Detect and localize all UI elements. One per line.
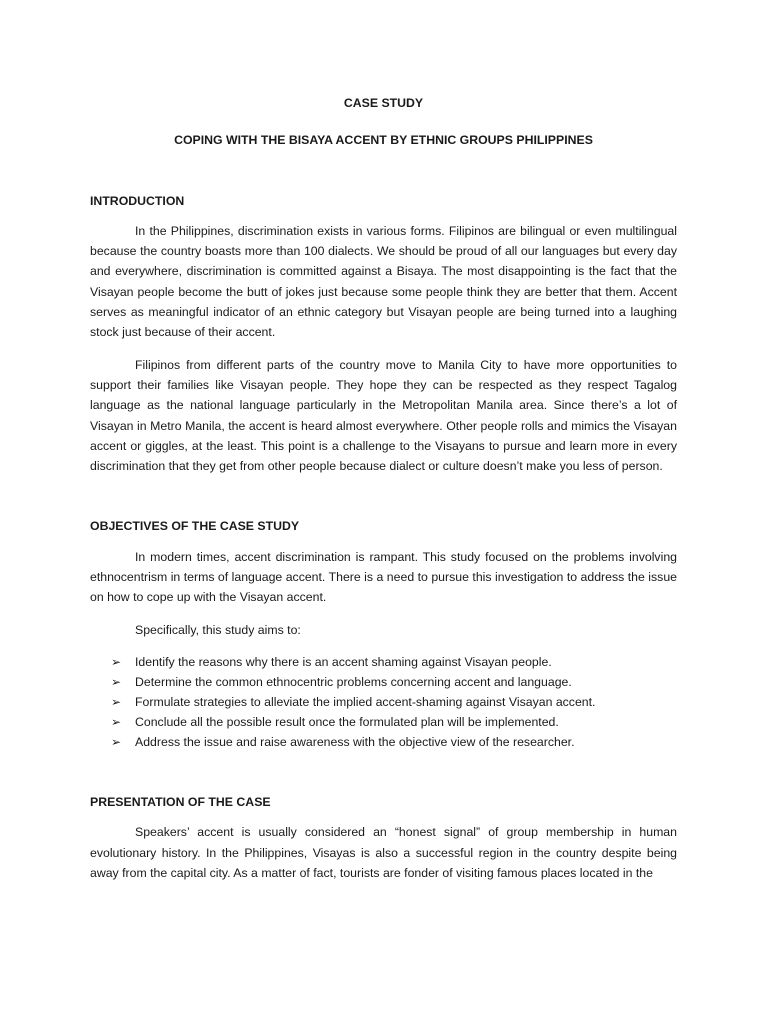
list-item-text: Determine the common ethnocentric problems concerning accent and language. bbox=[135, 674, 572, 689]
objectives-paragraph: In modern times, accent discrimination is rampant. This study focused on the problems involving ethnocentrism in terms of language accent. There is a need to pursue this investigation to address the issue on how to cope up with the Visayan accent. bbox=[90, 549, 677, 605]
document-subtitle: COPING WITH THE BISAYA ACCENT BY ETHNIC GROUPS PHILIPPINES bbox=[174, 133, 593, 148]
objectives-heading: OBJECTIVES OF THE CASE STUDY bbox=[90, 519, 300, 534]
objectives-intro: Specifically, this study aims to: bbox=[135, 622, 301, 637]
arrow-bullet-icon: ➢ bbox=[111, 674, 122, 689]
arrow-bullet-icon: ➢ bbox=[111, 694, 122, 709]
introduction-paragraph-2: Filipinos from different parts of the country move to Manila City to have more opportunities to support their families like Visayan people. They hope they can be respected as they respect Tagalog language as the national language particularly in the Metropolitan Manila area. Since there’s a lot of Visayan in Metro Manila, the accent is heard almost everywhere. Other people rolls and mimics the Visayan accent or giggles, at the least. This point is a challenge to the Visayans to pursue and learn more in every discrimination that they get from other people because dialect or culture doesn’t make you less of person. bbox=[90, 357, 677, 474]
introduction-paragraph-1: In the Philippines, discrimination exists in various forms. Filipinos are bilingual or even multilingual because the country boasts more than 100 dialects. We should be proud of all our languages but every day and everywhere, discrimination is committed against a Bisaya. The most disappointing is the fact that the Visayan people become the butt of jokes just because some people think they are better that them. Accent serves as meaningful indicator of an ethnic category but Visayan people are being turned into a laughing stock just because of their accent. bbox=[90, 223, 677, 340]
list-item bbox=[90, 712, 677, 732]
list-item bbox=[90, 692, 677, 712]
list-item-text: Conclude all the possible result once the formulated plan will be implemented. bbox=[135, 714, 559, 729]
presentation-paragraph: Speakers’ accent is usually considered an “honest signal” of group membership in human evolutionary history. In the Philippines, Visayas is also a successful region in the country despite being away from the capital city. As a matter of fact, tourists are fonder of visiting famous places located in the bbox=[90, 825, 677, 880]
list-item bbox=[90, 672, 677, 692]
arrow-bullet-icon: ➢ bbox=[111, 714, 122, 729]
objectives-list bbox=[90, 652, 677, 752]
list-item bbox=[90, 652, 677, 672]
arrow-bullet-icon: ➢ bbox=[111, 734, 122, 749]
arrow-bullet-icon: ➢ bbox=[111, 654, 122, 669]
list-item-text: Formulate strategies to alleviate the implied accent-shaming against Visayan accent. bbox=[135, 694, 596, 709]
document-title: CASE STUDY bbox=[343, 96, 424, 110]
list-item-text: Address the issue and raise awareness with the objective view of the researcher. bbox=[135, 734, 575, 749]
list-item-text: Identify the reasons why there is an accent shaming against Visayan people. bbox=[135, 654, 552, 669]
list-item bbox=[90, 732, 677, 752]
document-content bbox=[90, 93, 677, 895]
introduction-heading: INTRODUCTION bbox=[90, 193, 185, 208]
presentation-heading: PRESENTATION OF THE CASE bbox=[90, 794, 271, 809]
